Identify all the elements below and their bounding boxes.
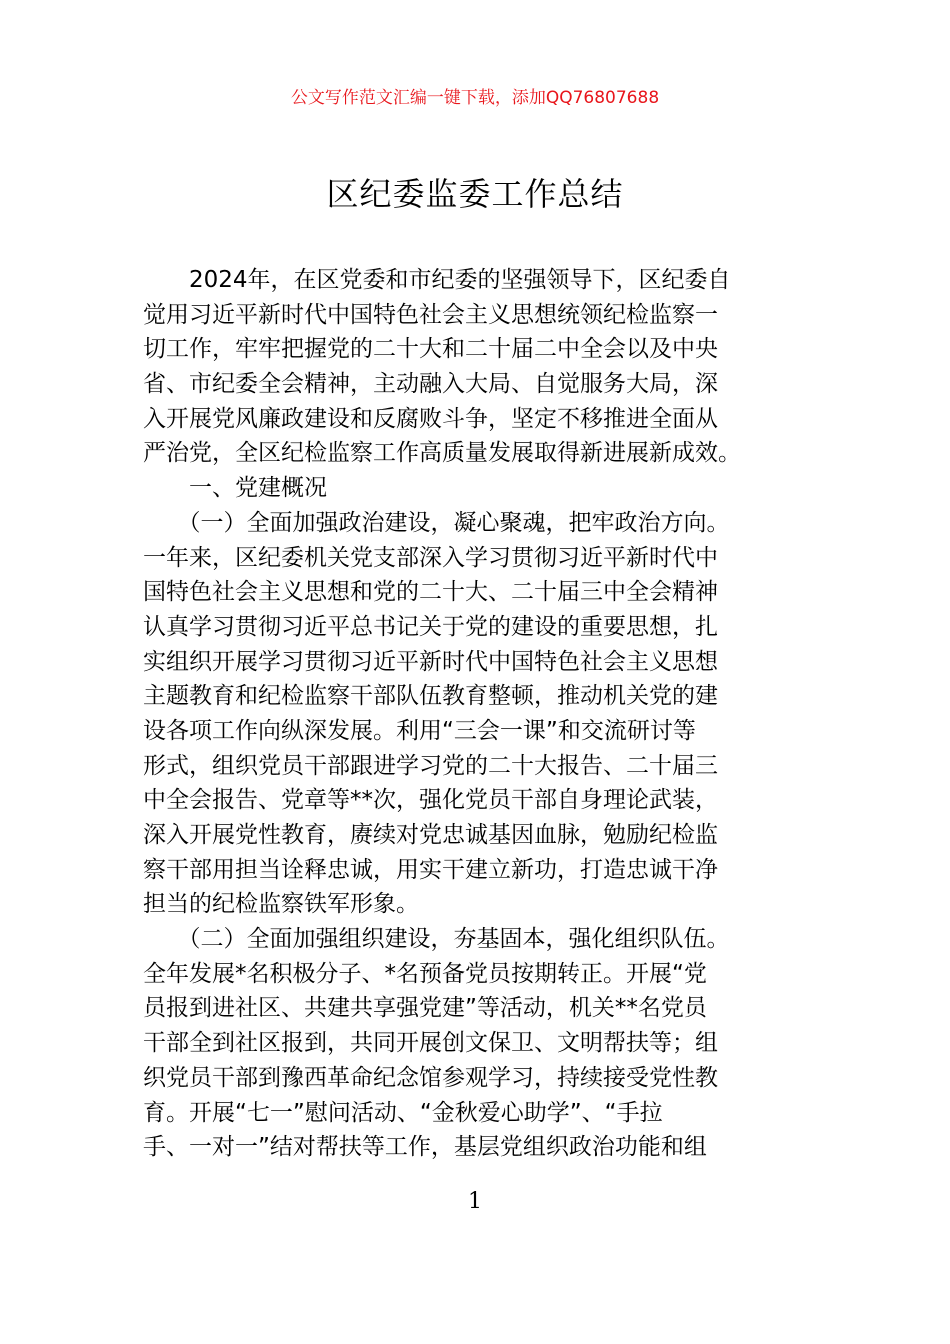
body-text-line: 手、一对一”结对帮扶等工作，基层党组织政治功能和组	[143, 1134, 707, 1161]
body-text-line: 织党员干部到豫西革命纪念馆参观学习，持续接受党性教	[143, 1064, 718, 1091]
body-text-line: 深入开展党性教育，赓续对党忠诚基因血脉，勉励纪检监	[143, 822, 718, 848]
body-text-line: 形式，组织党员干部跟进学习党的二十大报告、二十届三	[143, 752, 718, 779]
body-text-line: 中全会报告、党章等**次，强化党员干部自身理论武装，	[143, 787, 718, 814]
body-text-line: 察干部用担当诠释忠诚，用实干建立新功，打造忠诚干净	[143, 856, 718, 883]
document-title: 区纪委监委工作总结	[326, 175, 624, 213]
promo-header-note: 公文写作范文汇编一键下载，添加QQ76807688	[290, 88, 660, 108]
document-body	[143, 263, 811, 1165]
body-text-line: 员报到进社区、共建共享强党建”等活动，机关**名党员	[143, 995, 707, 1022]
page-number: 1	[468, 1189, 482, 1214]
body-text-line: 入开展党风廉政建设和反腐败斗争，坚定不移推进全面从	[143, 405, 718, 432]
body-text-line: 全年发展*名积极分子、*名预备党员按期转正。开展“党	[143, 960, 707, 987]
body-text-line: 担当的纪检监察铁军形象。	[143, 891, 419, 918]
body-text-line: （二）全面加强组织建设，夯基固本，强化组织队伍。	[143, 926, 730, 953]
body-text-line: 育。开展“七一”慰问活动、“金秋爱心助学”、“手拉	[143, 1099, 663, 1126]
body-text-line: 严治党，全区纪检监察工作高质量发展取得新进展新成效。	[143, 440, 741, 467]
body-text-line: 觉用习近平新时代中国特色社会主义思想统领纪检监察一	[143, 301, 718, 328]
body-text-line: 切工作，牢牢把握党的二十大和二十届二中全会以及中央	[143, 336, 718, 363]
body-text-line: 设各项工作向纵深发展。利用“三会一课”和交流研讨等	[143, 717, 696, 744]
body-text-line: 一年来，区纪委机关党支部深入学习贯彻习近平新时代中	[143, 544, 718, 571]
body-text-line: 主题教育和纪检监察干部队伍教育整顿，推动机关党的建	[143, 683, 718, 710]
body-text-line: 2024年，在区党委和市纪委的坚强领导下，区纪委自	[143, 267, 731, 293]
body-text-line: 一、党建概况	[143, 475, 327, 502]
body-text-line: （一）全面加强政治建设，凝心聚魂，把牢政治方向。	[143, 509, 730, 536]
body-text-line: 认真学习贯彻习近平总书记关于党的建设的重要思想，扎	[143, 613, 718, 640]
body-text-line: 省、市纪委全会精神，主动融入大局、自觉服务大局，深	[143, 371, 718, 398]
body-text-line: 国特色社会主义思想和党的二十大、二十届三中全会精神	[143, 579, 718, 606]
body-text-line: 干部全到社区报到，共同开展创文保卫、文明帮扶等；组	[143, 1030, 718, 1057]
body-text-line: 实组织开展学习贯彻习近平新时代中国特色社会主义思想	[143, 648, 718, 675]
